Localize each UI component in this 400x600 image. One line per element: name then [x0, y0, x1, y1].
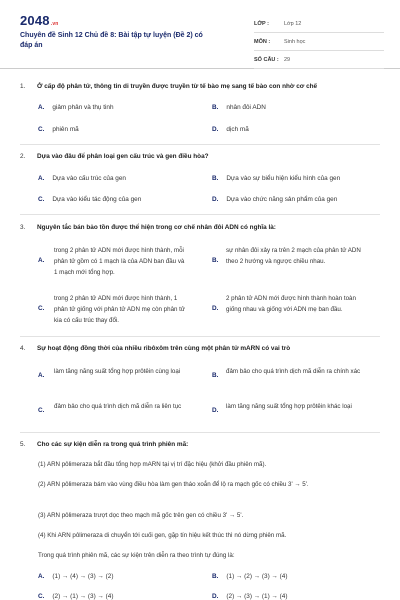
- q1-option-d[interactable]: [212, 126, 249, 133]
- option-text: Dựa vào chức năng sản phẩm của gen: [226, 196, 338, 203]
- option-text: Dựa vào sự biểu hiện kiểu hình của gen: [226, 175, 341, 182]
- question-text: Nguyên tắc bán bảo tồn được thể hiện trong cơ chế nhân đôi ADN có nghĩa là:: [37, 224, 276, 231]
- option-text: (1) → (4) → (3) → (2): [52, 573, 114, 580]
- q4-option-c[interactable]: đảm bảo cho quá trình dịch mã diễn ra liên tục: [54, 403, 182, 410]
- option-text: nhân đôi ADN: [226, 104, 266, 111]
- option-letter: A.: [38, 573, 45, 580]
- logo-suffix: .vn: [50, 21, 59, 27]
- q5-option-a[interactable]: [38, 573, 113, 580]
- q4-option-a[interactable]: làm tăng năng suất tổng hợp prôtêin cùng loại: [54, 368, 181, 375]
- q3-option-a[interactable]: trong 2 phân tử ADN mới được hình thành, mỗi phân tử gồm có 1 mạch là của ADN ban đầu và 1 mạch mới tổng hợp.: [54, 247, 185, 276]
- question-text: Sự hoạt động đồng thời của nhiều ribôxôm trên cùng một phân tử mARN có vai trò: [37, 345, 291, 352]
- divider: [20, 214, 380, 215]
- question-5-stem: [20, 441, 380, 448]
- meta-label: SỐ CÂU :: [254, 56, 279, 63]
- q2-option-b[interactable]: [212, 175, 340, 182]
- option-letter: B.: [212, 104, 219, 111]
- q3-option-d[interactable]: 2 phân tử ADN mới được hình thành hoàn toàn giống nhau và giống với ADN mẹ ban đầu.: [226, 295, 356, 313]
- site-logo[interactable]: [20, 13, 59, 28]
- option-letter: C.: [38, 126, 45, 133]
- q4-option-b-letter: B.: [212, 372, 219, 379]
- q4-option-d[interactable]: làm tăng năng suất tổng hợp prôtêin khác loại: [226, 403, 352, 410]
- q5-option-b[interactable]: [212, 573, 287, 580]
- option-letter: C.: [38, 196, 45, 203]
- q5-statement-3: (3) ARN pôlimeraza trượt dọc theo mạch mã gốc trên gen có chiều 3' → 5'.: [38, 512, 244, 519]
- question-number: 1.: [20, 83, 26, 90]
- q3-option-b[interactable]: sự nhân đôi xảy ra trên 2 mạch của phân tử ADN theo 2 hướng và ngược chiều nhau.: [226, 247, 361, 265]
- q3-option-c-letter: C.: [38, 305, 45, 312]
- option-text: dịch mã: [226, 126, 249, 133]
- option-letter: D.: [212, 593, 219, 600]
- q1-option-c[interactable]: [38, 126, 79, 133]
- question-number: 5.: [20, 441, 26, 448]
- divider: [20, 336, 380, 337]
- q5-statement-4: (4) Khi ARN pôlimeraza di chuyển tới cuối gen, gặp tín hiệu kết thúc thì nó dừng phiên mã.: [38, 532, 287, 539]
- option-letter: C.: [38, 593, 45, 600]
- option-text: (1) → (2) → (3) → (4): [226, 573, 288, 580]
- question-text: Ở cấp độ phân tử, thông tin di truyền được truyền từ tế bào mẹ sang tế bào con nhờ cơ chế: [37, 83, 318, 90]
- q5-option-d[interactable]: [212, 593, 287, 600]
- option-letter: A.: [38, 175, 45, 182]
- q4-option-b[interactable]: đảm bảo cho quá trình dịch mã diễn ra chính xác: [226, 368, 361, 375]
- divider: [20, 432, 380, 433]
- q3-option-c[interactable]: trong 2 phân tử ADN mới được hình thành, 1 phân tử giống với phân tử ADN mẹ còn phân tử kia có cấu trúc thay đổi.: [54, 295, 186, 324]
- option-letter: D.: [212, 196, 219, 203]
- q1-option-a[interactable]: [38, 104, 114, 111]
- divider: [20, 144, 380, 145]
- option-letter: B.: [212, 175, 219, 182]
- question-1-stem: [20, 83, 380, 90]
- meta-value: Sinh học: [284, 38, 306, 45]
- meta-table: [254, 15, 384, 69]
- q4-option-a-letter: A.: [38, 372, 45, 379]
- q4-option-c-letter: C.: [38, 407, 45, 414]
- meta-value: Lớp 12: [284, 20, 302, 27]
- q5-option-c[interactable]: [38, 593, 113, 600]
- q1-option-b[interactable]: [212, 104, 266, 111]
- question-number: 3.: [20, 224, 26, 231]
- meta-row-subject: [254, 33, 384, 51]
- q3-option-d-letter: D.: [212, 305, 219, 312]
- option-letter: D.: [212, 126, 219, 133]
- meta-row-count: [254, 51, 384, 69]
- q5-prompt: Trong quá trình phiên mã, các sự kiện trên diễn ra theo trình tự đúng là:: [38, 552, 235, 559]
- header: [0, 0, 400, 69]
- option-text: (2) → (3) → (1) → (4): [226, 593, 288, 600]
- option-text: (2) → (1) → (3) → (4): [52, 593, 114, 600]
- q5-statement-1: (1) ARN pôlimeraza bắt đầu tổng hợp mARN tại vị trí đặc hiệu (khởi đầu phiên mã).: [38, 461, 267, 468]
- q2-option-a[interactable]: [38, 175, 126, 182]
- question-2-stem: [20, 153, 380, 160]
- q4-option-d-letter: D.: [212, 407, 219, 414]
- q2-option-c[interactable]: [38, 196, 141, 203]
- meta-label: LỚP :: [254, 20, 269, 27]
- option-letter: A.: [38, 104, 45, 111]
- meta-value: 29: [284, 56, 291, 63]
- question-3-stem: [20, 224, 380, 231]
- meta-row-class: [254, 15, 384, 33]
- q3-option-a-letter: A.: [38, 257, 45, 264]
- option-text: Dựa vào kiểu tác động của gen: [52, 196, 142, 203]
- question-number: 2.: [20, 153, 26, 160]
- option-letter: B.: [212, 573, 219, 580]
- option-text: giảm phân và thụ tinh: [52, 104, 114, 111]
- meta-label: MÔN :: [254, 38, 271, 45]
- logo-text: 2048: [20, 13, 50, 28]
- question-text: Cho các sự kiện diễn ra trong quá trình phiên mã:: [37, 441, 189, 448]
- q3-option-b-letter: B.: [212, 257, 219, 264]
- q2-option-d[interactable]: [212, 196, 337, 203]
- document-title: Chuyên đề Sinh 12 Chủ đề 8: Bài tập tự luyện (Đề 2) có đáp án: [20, 32, 203, 49]
- option-text: phiên mã: [52, 126, 79, 133]
- question-number: 4.: [20, 345, 26, 352]
- question-text: Dựa vào đâu để phân loại gen cấu trúc và gen điều hòa?: [37, 153, 209, 160]
- question-4-stem: [20, 345, 380, 352]
- q5-statement-2: (2) ARN pôlimeraza bám vào vùng điều hòa làm gen tháo xoắn để lộ ra mạch gốc có chiều 3' → 5'.: [38, 481, 309, 488]
- option-text: Dựa vào cấu trúc của gen: [52, 175, 126, 182]
